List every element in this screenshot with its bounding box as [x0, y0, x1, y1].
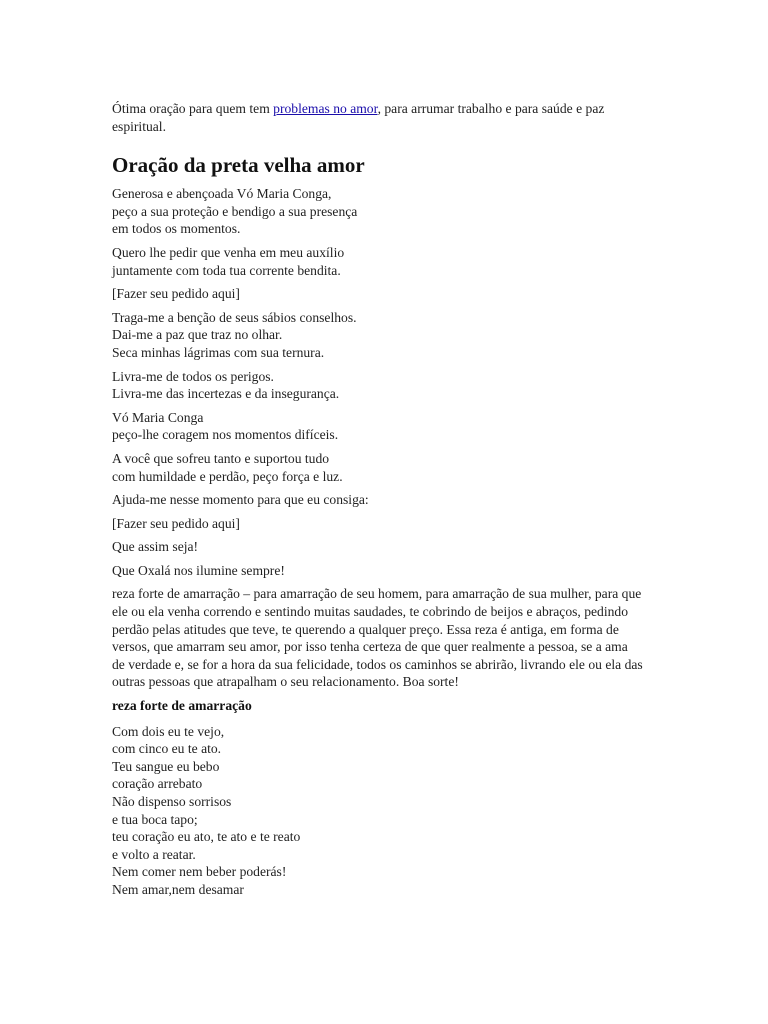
stanza-line: A você que sofreu tanto e suportou tudo — [112, 450, 330, 466]
stanza-line: Que assim seja! — [112, 539, 199, 555]
poem-line: Não dispenso sorrisos — [112, 794, 232, 809]
section-subheading: reza forte de amarração — [112, 698, 252, 714]
stanza — [112, 450, 644, 485]
stanza-line: Livra-me de todos os perigos. — [112, 368, 274, 384]
intro-paragraph — [112, 100, 644, 135]
stanza — [112, 185, 644, 238]
poem-line: coração arrebato — [112, 776, 203, 792]
intro-text-before: Ótima oração para quem tem — [112, 101, 274, 116]
stanza — [112, 309, 644, 362]
stanza-line: juntamente com toda tua corrente bendita. — [112, 262, 341, 278]
stanza — [112, 515, 644, 533]
stanza-line: Dai-me a paz que traz no olhar. — [112, 327, 283, 343]
poem-line: Nem comer nem beber poderás! — [112, 864, 287, 880]
stanza-line: [Fazer seu pedido aqui] — [112, 286, 240, 302]
stanza-line: [Fazer seu pedido aqui] — [112, 515, 240, 531]
stanza-line: em todos os momentos. — [112, 221, 241, 237]
poem-line: Nem amar,nem desamar — [112, 881, 244, 897]
stanza — [112, 491, 644, 509]
stanza — [112, 244, 644, 279]
stanza — [112, 285, 644, 303]
stanza-line: peço-lhe coragem nos momentos difíceis. — [112, 427, 339, 443]
stanza-line: Traga-me a benção de seus sábios conselhos. — [112, 309, 357, 325]
poem-line: Com dois eu te vejo, — [112, 723, 225, 739]
stanza — [112, 409, 644, 444]
poem-line: e tua boca tapo; — [112, 811, 198, 827]
stanza-line: Que Oxalá nos ilumine sempre! — [112, 562, 285, 578]
stanza — [112, 368, 644, 403]
stanza-line: peço a sua proteção e bendigo a sua presença — [112, 203, 358, 219]
stanza-line: com humildade e perdão, peço força e luz. — [112, 468, 343, 484]
problems-in-love-link[interactable]: problemas no amor — [273, 101, 378, 116]
stanza-line: Generosa e abençoada Vó Maria Conga, — [112, 186, 332, 202]
second-prayer — [112, 723, 644, 899]
stanza-line: Ajuda-me nesse momento para que eu consiga: — [112, 492, 369, 508]
stanza — [112, 562, 644, 580]
document-page — [112, 100, 644, 899]
page-title: Oração da preta velha amor — [112, 153, 365, 178]
poem-line: Teu sangue eu bebo — [112, 758, 220, 774]
intro-text-after: , para arrumar trabalho e para saúde e paz espiritual. — [112, 101, 605, 134]
poem-line: e volto a reatar. — [112, 846, 196, 862]
stanza-line: Vó Maria Conga — [112, 409, 204, 425]
prayer-stanzas — [112, 185, 644, 579]
description-paragraph: reza forte de amarração – para amarração de seu homem, para amarração de sua mulher, para que ele ou ela venha correndo e sentindo muitas saudades, te cobrindo de beijos e abraços, pedindo perdão pelas atitudes que teve, te querendo a qualquer preço. Essa reza é antiga, em forma de versos, que amarram seu amor, por isso tenha certeza de que quer realmente a pessoa, se a ama de verdade e, se for a hora da sua felicidade, todos os caminhos se abrirão, livrando ele ou ela das outras pessoas que atrapalham o seu relacionamento. Boa sorte! — [112, 586, 643, 690]
stanza-line: Seca minhas lágrimas com sua ternura. — [112, 344, 325, 360]
poem-line: teu coração eu ato, te ato e te reato — [112, 829, 301, 845]
stanza-line: Livra-me das incertezas e da insegurança. — [112, 386, 340, 402]
stanza — [112, 538, 644, 556]
stanza-line: Quero lhe pedir que venha em meu auxílio — [112, 244, 345, 260]
poem-line: com cinco eu te ato. — [112, 741, 222, 757]
